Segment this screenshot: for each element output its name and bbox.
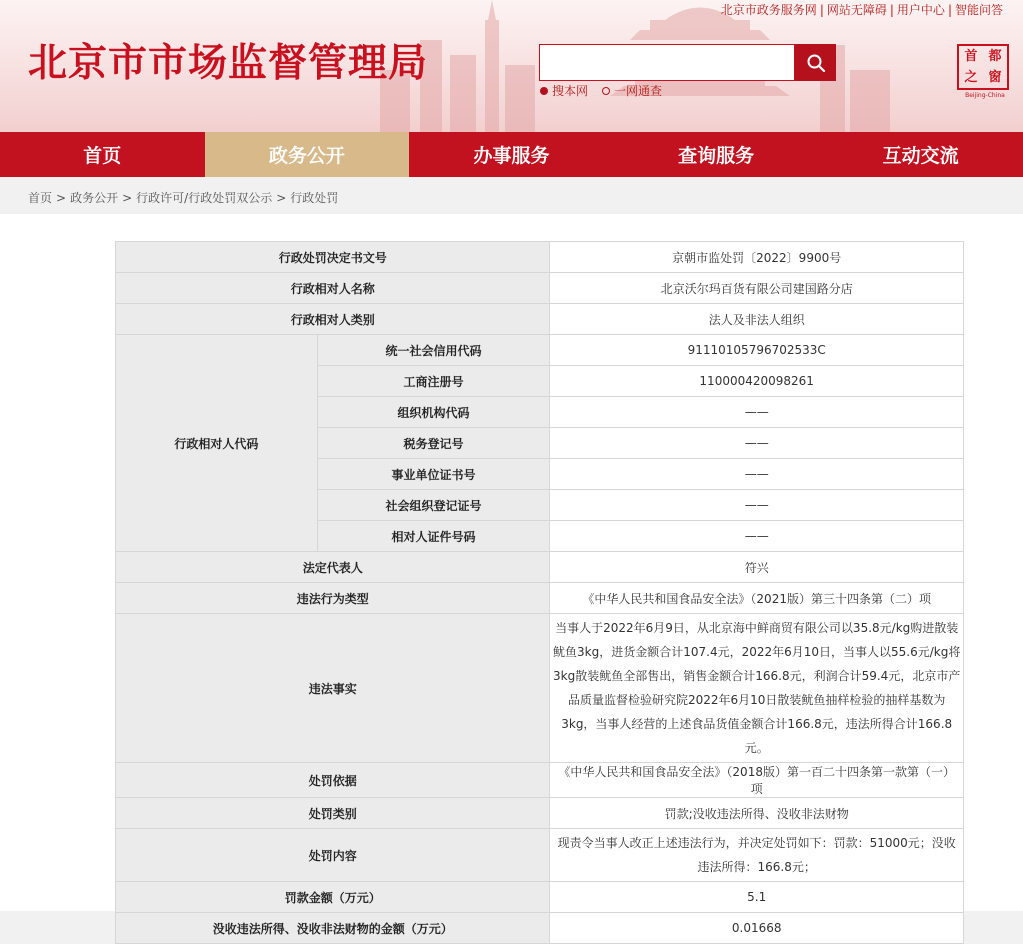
row-label: 法定代表人 (116, 552, 550, 583)
search-scope-options (540, 82, 662, 99)
penalty-basis: 《中华人民共和国食品安全法》（2018版）第一百二十四条第一款第（一）项 (550, 763, 964, 798)
logo-char: 窗 (988, 70, 1002, 85)
legal-representative: 符兴 (550, 552, 964, 583)
top-links: 北京市政务服务网 | 网站无障碍 | 用户中心 | 智能问答 (720, 3, 1003, 17)
penalty-content: 现责令当事人改正上述违法行为，并决定处罚如下：罚款：51000元；没收违法所得：166.8元； (550, 829, 964, 882)
fine-amount: 5.1 (550, 882, 964, 913)
row-label: 没收违法所得、没收非法财物的金额（万元） (116, 913, 550, 944)
row-label: 行政相对人代码 (116, 335, 318, 552)
nav-home[interactable]: 首页 (83, 145, 122, 167)
capital-window-logo[interactable] (957, 44, 1013, 102)
registration-number: 110000420098261 (550, 366, 964, 397)
logo-english: Beijing-China (965, 92, 1005, 99)
table-row (116, 614, 964, 763)
row-label: 处罚类别 (116, 798, 550, 829)
nav-gov-affairs[interactable]: 政务公开 (205, 132, 410, 177)
table-row (116, 552, 964, 583)
sub-label: 社会组织登记证号 (317, 490, 550, 521)
breadcrumb-home[interactable]: 首页 (28, 191, 53, 205)
tax-number: —— (550, 428, 964, 459)
site-header (0, 0, 1023, 132)
sub-label: 组织机构代码 (317, 397, 550, 428)
table-row (116, 273, 964, 304)
row-label: 处罚内容 (116, 829, 550, 882)
row-label: 罚款金额（万元） (116, 882, 550, 913)
row-label: 行政相对人名称 (116, 273, 550, 304)
nav-query[interactable]: 查询服务 (678, 145, 755, 167)
site-title: 北京市市场监督管理局 (28, 41, 429, 86)
table-row (116, 583, 964, 614)
confiscated-amount: 0.01668 (550, 913, 964, 944)
penalty-record-table (115, 241, 964, 944)
nav-services[interactable]: 办事服务 (473, 145, 550, 167)
logo-char: 都 (988, 49, 1002, 64)
search-button[interactable] (795, 44, 836, 81)
content-panel (0, 214, 1023, 936)
logo-char: 之 (964, 70, 978, 85)
search-scope-all-label: 一网通查 (614, 84, 663, 98)
radio-selected-icon (540, 87, 548, 95)
top-link-smart-qa[interactable]: 智能问答 (954, 3, 1003, 17)
sub-label: 事业单位证书号 (317, 459, 550, 490)
search-scope-site[interactable] (540, 82, 588, 99)
social-org-number: —— (550, 490, 964, 521)
breadcrumb-gov-affairs[interactable]: 政务公开 (70, 191, 119, 205)
row-label: 违法行为类型 (116, 583, 550, 614)
party-type: 法人及非法人组织 (550, 304, 964, 335)
nav-interaction[interactable]: 互动交流 (882, 145, 959, 167)
table-row (116, 763, 964, 798)
table-row (116, 304, 964, 335)
table-row (116, 913, 964, 944)
table-row (116, 335, 964, 366)
sub-label: 税务登记号 (317, 428, 550, 459)
org-code: —— (550, 397, 964, 428)
sub-label: 统一社会信用代码 (317, 335, 550, 366)
institution-cert: —— (550, 459, 964, 490)
row-label: 违法事实 (116, 614, 550, 763)
breadcrumb-dual-disclosure[interactable]: 行政许可/行政处罚双公示 (136, 191, 273, 205)
table-row (116, 242, 964, 273)
row-label: 行政处罚决定书文号 (116, 242, 550, 273)
search-scope-site-label: 搜本网 (552, 84, 589, 98)
breadcrumb-penalty[interactable]: 行政处罚 (290, 191, 339, 205)
logo-char: 首 (964, 49, 978, 64)
top-link-gov-service[interactable]: 北京市政务服务网 (720, 3, 817, 17)
search-icon (806, 53, 826, 73)
penalty-type: 罚款;没收违法所得、没收非法财物 (550, 798, 964, 829)
violation-type: 《中华人民共和国食品安全法》（2021版）第三十四条第（二）项 (550, 583, 964, 614)
sub-label: 相对人证件号码 (317, 521, 550, 552)
top-link-accessibility[interactable]: 网站无障碍 (826, 3, 887, 17)
table-row (116, 829, 964, 882)
id-number: —— (550, 521, 964, 552)
party-name: 北京沃尔玛百货有限公司建国路分店 (550, 273, 964, 304)
breadcrumb: 首页 > 政务公开 > 行政许可/行政处罚双公示 > 行政处罚 (28, 191, 339, 205)
doc-number: 京朝市监处罚〔2022〕9900号 (550, 242, 964, 273)
row-label: 处罚依据 (116, 763, 550, 798)
table-row (116, 798, 964, 829)
top-link-user-center[interactable]: 用户中心 (896, 3, 945, 17)
radio-empty-icon (602, 87, 610, 95)
row-label: 行政相对人类别 (116, 304, 550, 335)
search-scope-all[interactable] (602, 82, 662, 99)
sub-label: 工商注册号 (317, 366, 550, 397)
credit-code: 91110105796702533C (550, 335, 964, 366)
violation-facts: 当事人于2022年6月9日，从北京海中鲜商贸有限公司以35.8元/kg购进散装鱿鱼3kg，进货金额合计107.4元，2022年6月10日，当事人以55.6元/kg将3kg散装鱿鱼全部售出，销售金额合计166.8元，利润合计59.4元，北京市产品质量监督检验研究院2022年6月10日散装鱿鱼抽样检验的抽样基数为3kg，当事人经营的上述食品货值金额合计166.8元，违法所得合计166.8元。 (550, 614, 964, 763)
main-nav (0, 132, 1023, 177)
table-row (116, 882, 964, 913)
search-input[interactable] (539, 44, 795, 81)
